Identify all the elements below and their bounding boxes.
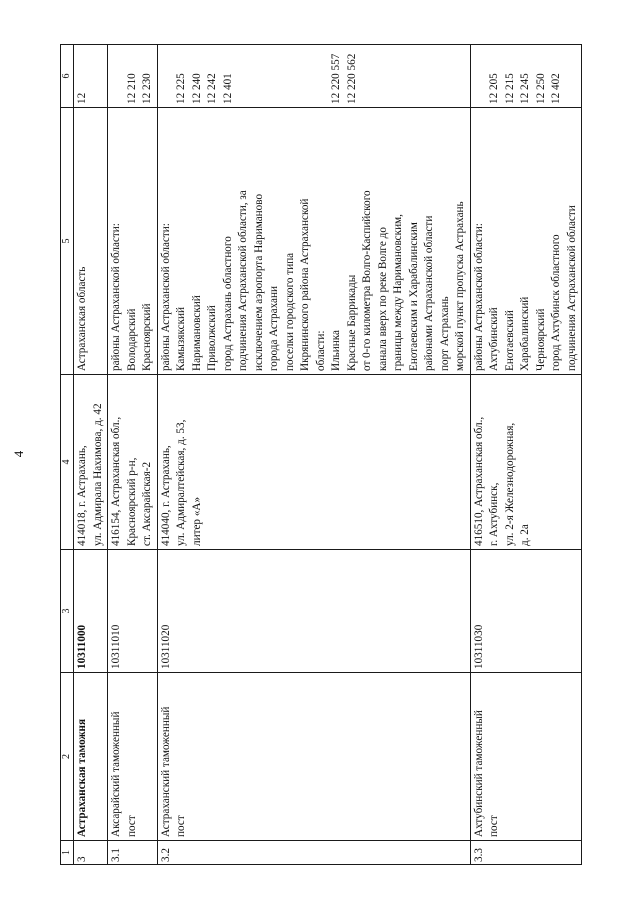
row-number: 3.3 <box>470 841 582 865</box>
row-number: 3.2 <box>157 841 470 865</box>
column-number-row <box>61 45 74 865</box>
post-name: Аксарайский таможенный пост <box>108 673 158 841</box>
post-code: 10311010 <box>108 550 158 673</box>
post-okato: 12 205 12 215 12 245 12 250 12 402 <box>470 45 582 108</box>
post-territory: районы Астраханской области: Ахтубинский Енотаевский Харабалинский Черноярский город Ахтубинск областного подчинения Астраханской области <box>470 108 582 375</box>
table-row <box>470 45 582 865</box>
header-cell: 6 <box>61 45 74 108</box>
post-okato: 12 225 12 240 12 242 12 401 12 220 557 12 220 562 <box>157 45 470 108</box>
header-cell: 3 <box>61 550 74 673</box>
post-okato: 12 210 12 230 <box>108 45 158 108</box>
table-row <box>74 45 108 865</box>
post-territory: районы Астраханской области: Камызякский Наримановский Приволжский город Астрахань областного подчинения Астраханской области, за исключением аэропорта Нариманово города Астрахани поселки городского типа Икрянинского района Астраханской области: Ильинка Красные Баррикады от 0-го километра Волго-Каспийского канала вверх по реке Волге до границы между Наримановским, Енотаевским и Харабалинским районами Астраханской области порт Астрахань морской пункт пропуска Астрахань <box>157 108 470 375</box>
header-cell: 1 <box>61 841 74 865</box>
post-code: 10311020 <box>157 550 470 673</box>
post-address: 416510, Астраханская обл., г. Ахтубинск, ул. 2-я Железнодорожная, д. 2а <box>470 375 582 550</box>
rotated-document-table <box>60 45 610 865</box>
row-number: 3.1 <box>108 841 158 865</box>
post-address: 416154, Астраханская обл., Красноярский р-н, ст. Аксарайская-2 <box>108 375 158 550</box>
customs-name: Астраханская таможня <box>74 673 108 841</box>
row-number: 3 <box>74 841 108 865</box>
post-code: 10311030 <box>470 550 582 673</box>
customs-address: 414018, г. Астрахань, ул. Адмирала Нахимова, д. 42 <box>74 375 108 550</box>
post-address: 414040, г. Астрахань, ул. Адмиралтейская, д. 53, литер «А» <box>157 375 470 550</box>
table-row <box>157 45 470 865</box>
header-cell: 2 <box>61 673 74 841</box>
customs-table <box>60 44 582 865</box>
post-territory: районы Астраханской области: Володарский Красноярский <box>108 108 158 375</box>
page-number: 4 <box>11 450 26 458</box>
post-name: Ахтубинский таможенный пост <box>470 673 582 841</box>
post-name: Астраханский таможенный пост <box>157 673 470 841</box>
header-cell: 4 <box>61 375 74 550</box>
header-cell: 5 <box>61 108 74 375</box>
table-row <box>108 45 158 865</box>
customs-code: 10311000 <box>74 550 108 673</box>
customs-okato: 12 <box>74 45 108 108</box>
customs-territory: Астраханская область <box>74 108 108 375</box>
